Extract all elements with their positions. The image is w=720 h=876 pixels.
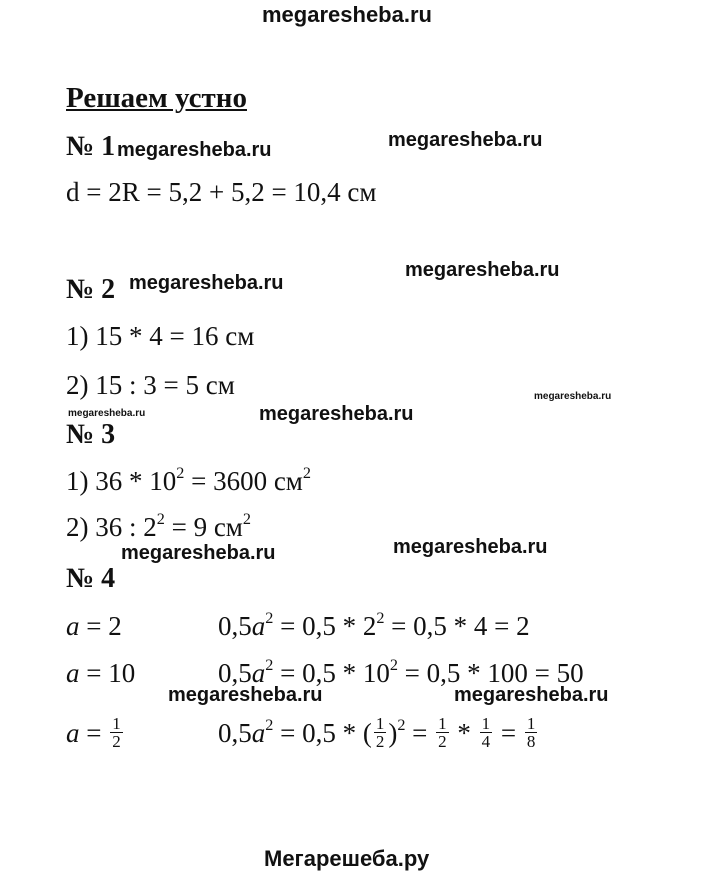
page-heading: Решаем устно: [66, 82, 247, 114]
watermark: megaresheba.ru: [168, 684, 323, 706]
task-3-line-1: 1) $36 * 10^2 = 3600$ $см^2$: [66, 463, 311, 496]
task-2-line-2: 2) 15 : 3 = 5 см: [66, 370, 235, 400]
fraction: $\frac{1}{4}$: [481, 714, 491, 752]
task-2-line-1: 1) 15 * 4 = 16 см: [66, 321, 255, 351]
watermark: megaresheba.ru: [405, 259, 560, 281]
watermark: megaresheba.ru: [393, 536, 548, 558]
task-4-row-1-value: a = 2: [66, 611, 122, 641]
fraction: $\frac{1}{2}$: [438, 714, 447, 752]
watermark: megaresheba.ru: [117, 139, 272, 161]
watermark: megaresheba.ru: [388, 129, 543, 151]
watermark-small: megaresheba.ru: [68, 408, 146, 419]
task-4-row-1-expression: $0,5a^2 = 0,5 * 2^2 = 0,5 * 4 = 2$: [218, 608, 530, 641]
fraction: $\frac{1}{2}$: [375, 714, 385, 752]
task-4-label: № 4: [66, 563, 116, 594]
watermark-top: megaresheba.ru: [262, 2, 432, 27]
watermark-small: megaresheba.ru: [534, 391, 612, 402]
watermark: megaresheba.ru: [121, 542, 276, 564]
watermark: megaresheba.ru: [454, 684, 609, 706]
task-4-row-3-expression: $0,5a^2 = 0,5$ * ( $\frac{1}{2}$ )$^2$ = $\frac{1}{2}$ * $\frac{1}{4}$ = $\frac{1}{8}$: [218, 714, 536, 752]
fraction: $\frac{1}{2}$: [112, 714, 121, 752]
task-4-row-2-value: a = 10: [66, 658, 136, 688]
fraction: $\frac{1}{8}$: [526, 714, 536, 752]
task-3-label: № 3: [66, 419, 116, 450]
watermark-bottom: Мегарешеба.ру: [264, 846, 430, 871]
task-1-label: № 1: [66, 131, 116, 162]
task-2-label: № 2: [66, 274, 116, 305]
task-1-line: d = 2R = 5,2 + 5,2 = 10,4 см: [66, 177, 377, 207]
watermark: megaresheba.ru: [129, 272, 284, 294]
task-3-line-2: 2) 36 : $2^2 = 9$ $см^2$: [66, 509, 251, 542]
watermark: megaresheba.ru: [259, 403, 414, 425]
task-4-row-3-value: a = $\frac{1}{2}$: [66, 714, 121, 752]
task-4-row-2-expression: $0,5a^2 = 0,5 * 10^2 = 0,5 * 100 = 50$: [218, 655, 584, 688]
